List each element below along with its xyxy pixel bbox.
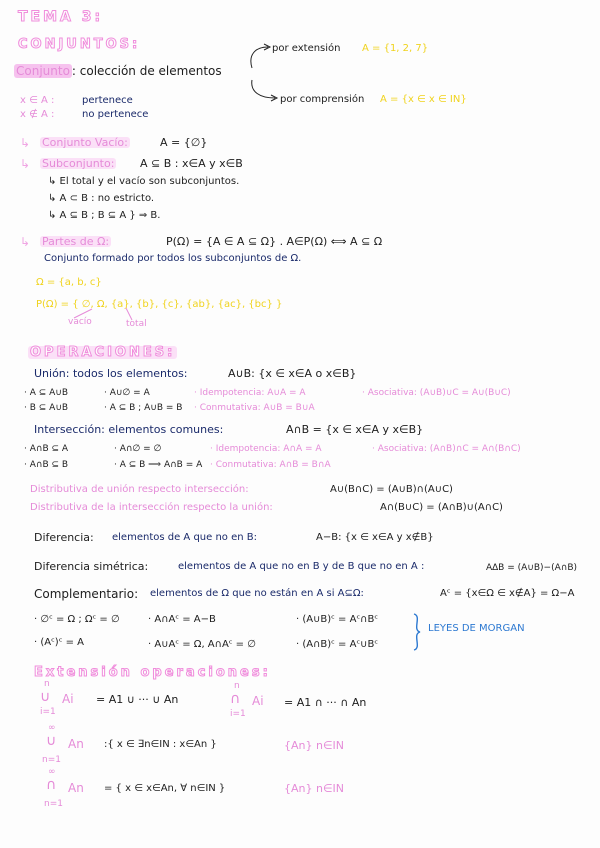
morgan-brace bbox=[414, 614, 420, 650]
complementario-formula: Aᶜ = {x∈Ω ∈ x∉A} = Ω−A bbox=[440, 588, 575, 599]
ley-item: · A∪Aᶜ = Ω, A∩Aᶜ = ∅ bbox=[148, 639, 256, 650]
finite-inter-symbol: ∩ bbox=[230, 691, 241, 707]
simetrica-label: Diferencia simétrica: bbox=[34, 560, 149, 573]
union-prop: · Conmutativa: A∪B = B∪A bbox=[194, 403, 315, 413]
infinite-inter-sub: n=1 bbox=[44, 799, 63, 809]
partes-formula: P(Ω) = {A ∈ A ⊆ Ω} . A∈P(Ω) ⟺ A ⊆ Ω bbox=[166, 235, 383, 248]
complementario-text: elementos de Ω que no están en A si A⊆Ω: bbox=[150, 588, 364, 599]
inter-prop: · Conmutativa: A∩B = B∩A bbox=[210, 460, 331, 470]
vacio-value: A = {∅} bbox=[160, 136, 208, 149]
arrow-vacio bbox=[74, 309, 92, 318]
omega-set: Ω = {a, b, c} bbox=[36, 277, 102, 288]
inter-prop: · Idempotencia: A∩A = A bbox=[210, 444, 322, 454]
section-title-operaciones: OPERACIONES: bbox=[30, 345, 176, 360]
union-prop: · Idempotencia: A∪A = A bbox=[194, 388, 306, 398]
belongs-symbol: x ∈ A : bbox=[20, 95, 55, 106]
inter-formula: A∩B = {x ∈ x∈A y x∈B} bbox=[286, 423, 424, 436]
inter-prop: · A ⊆ B ⟹ A∩B = A bbox=[114, 460, 203, 470]
vacio-arrow: ↳ bbox=[20, 136, 31, 150]
diferencia-formula: A−B: {x ∈ x∈A y x∉B} bbox=[316, 532, 434, 543]
infinite-union-def: :{ x ∈ ∃n∈IN : x∈An } bbox=[104, 739, 217, 750]
distributiva-inter-formula: A∩(B∪C) = (A∩B)∪(A∩C) bbox=[380, 502, 503, 513]
partes-note: Conjunto formado por todos los subconjuntos de Ω. bbox=[44, 253, 302, 264]
distributiva-union-label: Distributiva de unión respecto intersección: bbox=[30, 484, 249, 495]
diferencia-label: Diferencia: bbox=[34, 531, 94, 544]
finite-union-body: Ai bbox=[62, 692, 74, 706]
finite-inter-body: Ai bbox=[252, 694, 264, 708]
subconjunto-item: ↳ A ⊆ B ; B ⊆ A } ⇒ B. bbox=[48, 210, 161, 221]
extension-label: por extensión bbox=[272, 43, 341, 54]
infinite-inter-body: An bbox=[68, 781, 84, 795]
simetrica-formula: A∆B = (A∪B)−(A∩B) bbox=[486, 563, 578, 573]
distributiva-inter-label: Distributiva de la intersección respecto la unión: bbox=[30, 502, 273, 513]
ley-item: · (Aᶜ)ᶜ = A bbox=[34, 637, 84, 648]
diferencia-text: elementos de A que no en B: bbox=[112, 532, 257, 543]
inter-label: Intersección: elementos comunes: bbox=[34, 423, 224, 436]
subconjunto-label: Subconjunto: bbox=[42, 157, 115, 170]
infinite-inter-def: = { x ∈ x∈An, ∀ n∈IN } bbox=[104, 783, 226, 794]
inter-prop: · A∩∅ = ∅ bbox=[114, 444, 162, 454]
finite-union-expansion: = A1 ∪ ··· ∪ An bbox=[96, 693, 179, 706]
complementario-label: Complementario: bbox=[34, 587, 139, 601]
finite-inter-expansion: = A1 ∩ ··· ∩ An bbox=[284, 696, 367, 709]
finite-inter-top: n bbox=[234, 681, 240, 691]
distributiva-union-formula: A∪(B∩C) = (A∪B)∩(A∪C) bbox=[330, 484, 453, 495]
section-title-conjuntos: CONJUNTOS: bbox=[18, 37, 141, 52]
conjunto-definition: : colección de elementos bbox=[71, 64, 222, 78]
finite-union-symbol: ∪ bbox=[40, 689, 51, 705]
page-title: TEMA 3: bbox=[18, 9, 104, 25]
conjunto-label: Conjunto bbox=[16, 64, 70, 78]
total-annotation: total bbox=[126, 319, 147, 329]
union-prop: · A ⊆ B ; A∪B = B bbox=[104, 403, 183, 413]
infinite-inter-note: {An} n∈IN bbox=[284, 782, 345, 795]
inter-prop: · A∩B ⊆ A bbox=[24, 444, 69, 454]
subconjunto-item: ↳ El total y el vacío son subconjuntos. bbox=[48, 176, 240, 187]
infinite-inter-top: ∞ bbox=[48, 767, 56, 777]
subconjunto-arrow: ↳ bbox=[20, 157, 31, 171]
union-prop: · B ⊆ A∪B bbox=[24, 403, 69, 413]
union-prop: · A∪∅ = A bbox=[104, 388, 150, 398]
not-belongs-text: no pertenece bbox=[82, 109, 149, 120]
comprension-label: por comprensión bbox=[280, 94, 365, 105]
infinite-union-body: An bbox=[68, 737, 84, 751]
subconjunto-value: A ⊆ B : x∈A y x∈B bbox=[140, 157, 243, 170]
partes-label: Partes de Ω: bbox=[42, 235, 110, 248]
partes-arrow: ↳ bbox=[20, 235, 31, 249]
extension-value: A = {1, 2, 7} bbox=[362, 43, 429, 54]
infinite-union-note: {An} n∈IN bbox=[284, 739, 345, 752]
union-label: Unión: todos los elementos: bbox=[34, 367, 188, 380]
infinite-union-top: ∞ bbox=[48, 723, 56, 733]
comprension-value: A = {x ∈ x ∈ IN} bbox=[380, 94, 467, 105]
arrow-total bbox=[126, 308, 132, 320]
leyes-de-morgan-label: LEYES DE MORGAN bbox=[428, 623, 525, 634]
union-prop: · A ⊆ A∪B bbox=[24, 388, 69, 398]
infinite-union-sub: n=1 bbox=[42, 755, 61, 765]
finite-union-top: n bbox=[44, 679, 50, 689]
morgan-law: · (A∩B)ᶜ = Aᶜ∪Bᶜ bbox=[296, 639, 379, 650]
inter-prop: · A∩B ⊆ B bbox=[24, 460, 69, 470]
finite-union-sub: i=1 bbox=[40, 707, 56, 717]
partes-set: P(Ω) = { ∅, Ω, {a}, {b}, {c}, {ab}, {ac}, {bc} } bbox=[36, 299, 283, 310]
finite-inter-sub: i=1 bbox=[230, 709, 246, 719]
infinite-inter-symbol: ∩ bbox=[46, 777, 57, 793]
vacio-label: Conjunto Vacío: bbox=[42, 136, 128, 149]
ley-item: · ∅ᶜ = Ω ; Ωᶜ = ∅ bbox=[34, 614, 120, 625]
infinite-union-symbol: ∪ bbox=[46, 733, 57, 749]
extension-title: Extensión operaciones: bbox=[34, 665, 271, 680]
morgan-law: · (A∪B)ᶜ = Aᶜ∩Bᶜ bbox=[296, 614, 379, 625]
subconjunto-item: ↳ A ⊂ B : no estricto. bbox=[48, 193, 155, 204]
simetrica-text: elementos de A que no en B y de B que no en A : bbox=[178, 561, 425, 572]
ley-item: · A∩Aᶜ = A−B bbox=[148, 614, 216, 625]
vacio-annotation: vacío bbox=[68, 317, 92, 327]
arrow-to-extension bbox=[251, 47, 268, 68]
inter-prop: · Asociativa: (A∩B)∩C = A∩(B∩C) bbox=[372, 444, 521, 454]
not-belongs-symbol: x ∉ A : bbox=[20, 109, 55, 120]
union-formula: A∪B: {x ∈ x∈A o x∈B} bbox=[228, 367, 357, 380]
union-prop: · Asociativa: (A∪B)∪C = A∪(B∪C) bbox=[362, 388, 511, 398]
belongs-text: pertenece bbox=[82, 95, 133, 106]
